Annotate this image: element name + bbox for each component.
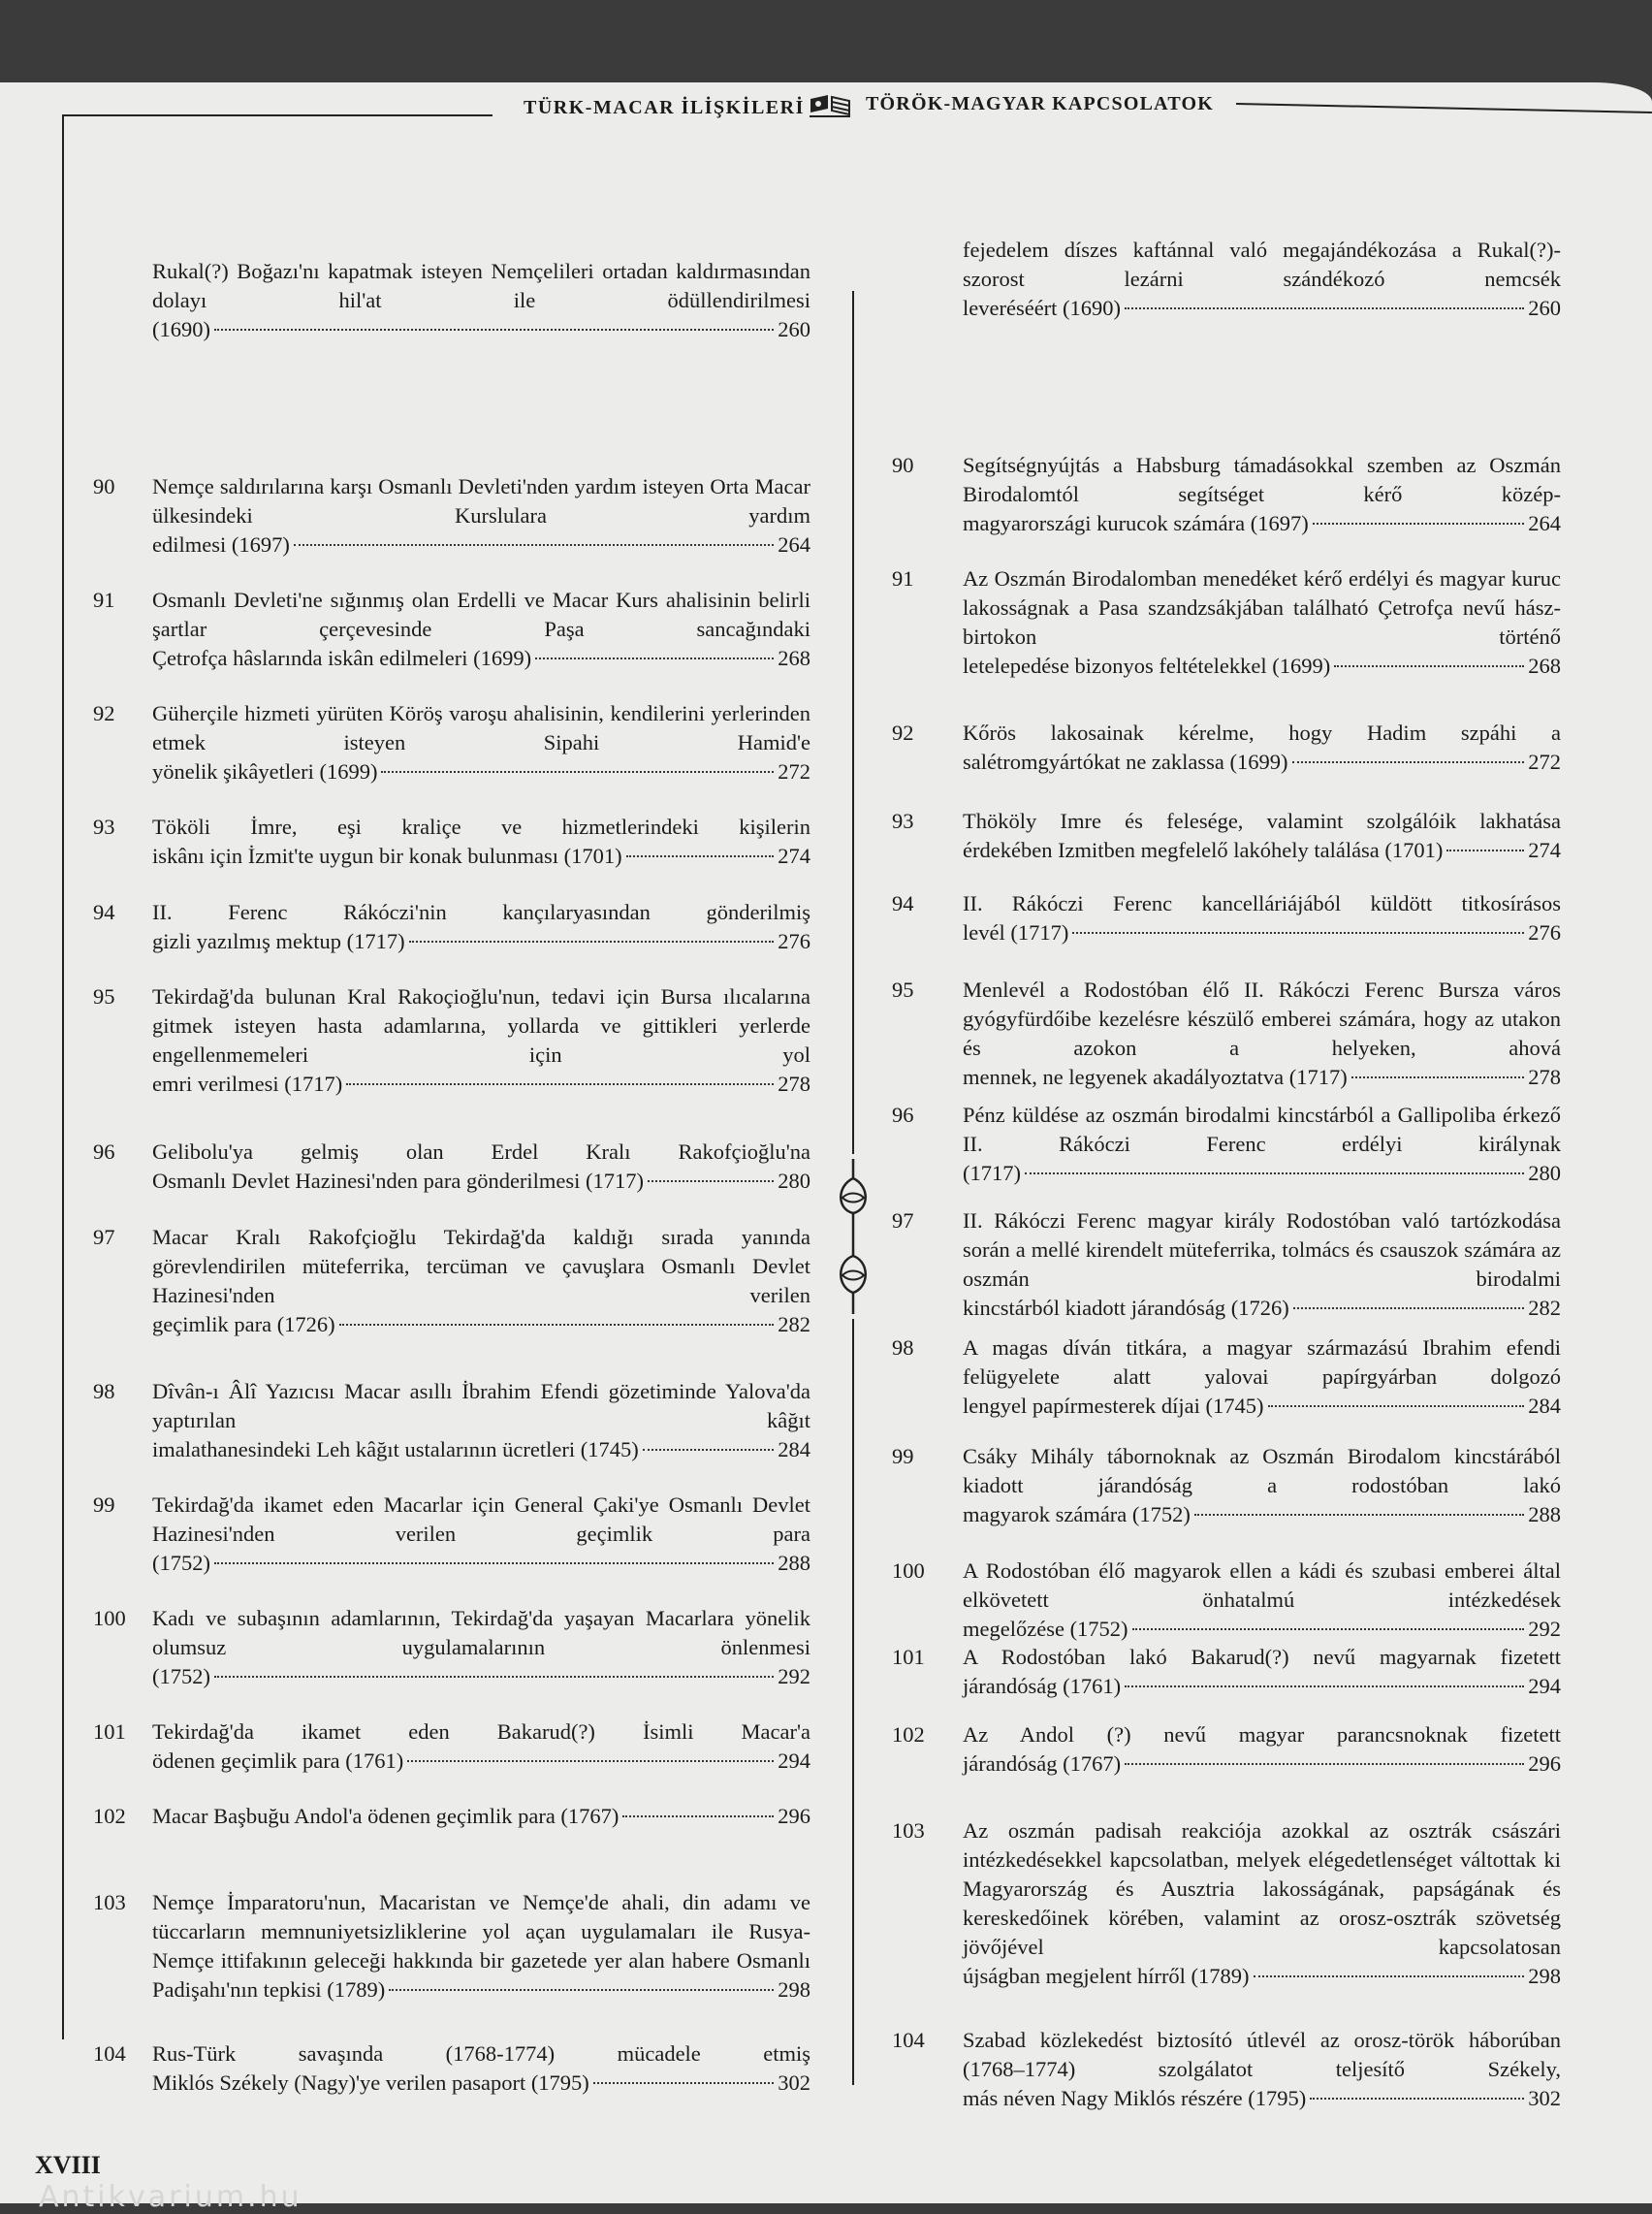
leader-dots: [214, 329, 774, 331]
entry-title-end: emri verilmesi (1717): [152, 1072, 343, 1096]
entry-page-number: 288: [778, 1551, 810, 1575]
entry-title-end: megelőzése (1752): [963, 1617, 1128, 1641]
entry-number: 93: [93, 815, 115, 839]
leader-dots: [1268, 1405, 1525, 1407]
entry-title-end: mennek, ne legyenek akadályoztatva (1717): [963, 1065, 1348, 1089]
entry-page-number: 288: [1528, 1502, 1561, 1526]
entry-last-line: [152, 1167, 810, 1196]
entry-title-end: edilmesi (1697): [152, 532, 290, 557]
toc-entry: [93, 813, 810, 871]
toc-entry: [93, 1491, 810, 1578]
entry-page-number: 292: [778, 1664, 810, 1688]
entry-title-end: magyarországi kurucok számára (1697): [963, 511, 1309, 535]
entry-last-line: [963, 748, 1561, 777]
entry-page-number: 276: [778, 929, 810, 953]
entry-title: [963, 976, 1561, 1092]
entry-title-end: Osmanlı Devlet Hazinesi'nden para gönderilmesi (1717): [152, 1169, 645, 1193]
entry-last-line: [152, 1747, 810, 1776]
entry-title: [152, 898, 810, 956]
entry-title-body: Pénz küldése az oszmán birodalmi kincstárból a Gallipoliba érkező II. Rákóczi Ferenc erdélyi királynak: [963, 1103, 1561, 1156]
leader-dots: [1313, 523, 1525, 525]
leader-dots: [535, 658, 774, 659]
entry-page-number: 274: [1528, 838, 1561, 862]
toc-entry: [892, 1643, 1561, 1701]
entry-last-line: [963, 1615, 1561, 1644]
entry-title-body: II. Rákóczi Ferenc magyar király Rodostóban való tartózkodása során a mellé kirendelt müteferrika, tolmács és csauszok számára az oszmán birodalmi: [963, 1208, 1561, 1291]
entry-number: 97: [892, 1208, 914, 1233]
entry-title-end: Çetrofça hâslarında iskân edilmeleri (1699): [152, 646, 532, 670]
entry-last-line: [963, 2084, 1561, 2113]
entry-title-body: Kadı ve subaşının adamlarının, Tekirdağ'da yaşayan Macarlara yönelik olumsuz uygulamalarının önlenmesi: [152, 1606, 810, 1659]
entry-number: 97: [93, 1225, 115, 1249]
column-divider-top: [852, 291, 854, 1154]
entry-title-body: II. Rákóczi Ferenc kancelláriájából küldött titkosírásos: [963, 891, 1561, 915]
entry-last-line: [152, 842, 810, 871]
entry-title-body: Az oszmán padisah reakciója azokkal az osztrák császári intézkedésekkel kapcsolatban, melyek elégedetlenséget váltottak ki Magyarország és Ausztria lakosságának, papságának és kereskedőinek körében, valamint az orosz-osztrák szövetség jövőjével kapcsolatosan: [963, 1818, 1561, 1959]
entry-number: 96: [93, 1139, 115, 1164]
entry-title-body: Osmanlı Devleti'ne sığınmış olan Erdelli ve Macar Kurs ahalisinin belirli şartlar çerçevesinde Paşa sancağındaki: [152, 588, 810, 641]
entry-page-number: 298: [778, 1977, 810, 2002]
entry-title: [152, 699, 810, 786]
toc-entry: [93, 2039, 810, 2098]
entry-title: [963, 1206, 1561, 1323]
entry-title-end: kincstárból kiadott járandóság (1726): [963, 1296, 1289, 1320]
column-divider-bottom: [852, 1319, 854, 2085]
entry-number: 90: [892, 453, 914, 477]
leader-dots: [1334, 665, 1524, 667]
entry-title-end: más néven Nagy Miklós részére (1795): [963, 2086, 1307, 2110]
toc-entry: [93, 1802, 810, 1831]
entry-last-line: [152, 1802, 810, 1831]
entry-number: 102: [93, 1804, 126, 1828]
entry-title-end: geçimlik para (1726): [152, 1312, 335, 1336]
leader-dots: [381, 771, 774, 773]
header-rule-left: [62, 114, 492, 116]
entry-title-body: Kőrös lakosainak kérelme, hogy Hadim szpáhi a: [963, 721, 1561, 745]
leader-dots: [1194, 1514, 1524, 1516]
entry-title-body: Rus-Türk savaşında (1768-1774) mücadele etmiş: [152, 2041, 810, 2066]
entry-last-line: [152, 1662, 810, 1691]
entry-title: [963, 1643, 1561, 1701]
entry-last-line: [152, 1310, 810, 1339]
entry-number: 95: [892, 978, 914, 1002]
entry-number: 103: [93, 1890, 126, 1914]
entry-title: [963, 1333, 1561, 1421]
entry-title: [152, 1223, 810, 1339]
entry-title-body: Macar Kralı Rakofçioğlu Tekirdağ'da kaldığı sırada yanında görevlendirilen müteferrika, tercüman ve çavuşlara Osmanlı Devlet Hazinesi'nden verilen: [152, 1225, 810, 1307]
entry-page-number: 294: [1528, 1674, 1561, 1698]
entry-title: [152, 1717, 810, 1776]
leader-dots: [1351, 1076, 1525, 1078]
entry-title-end: ödenen geçimlik para (1761): [152, 1749, 404, 1773]
entry-title-end: letelepedése bizonyos feltételekkel (1699): [963, 654, 1331, 678]
entry-title: [963, 2026, 1561, 2113]
toc-entry: [93, 1138, 810, 1196]
entry-title-end: (1690): [152, 317, 210, 341]
entry-number: 99: [93, 1492, 115, 1517]
toc-entry: [93, 1888, 810, 2005]
entry-title-body: Tekirdağ'da ikamet eden Bakarud(?) İsimli Macar'a: [152, 1719, 810, 1744]
entry-number: 90: [93, 474, 115, 498]
entry-page-number: 298: [1528, 1964, 1561, 1988]
entry-title-body: Gelibolu'ya gelmiş olan Erdel Kralı Rakofçioğlu'na: [152, 1139, 810, 1164]
entry-title-body: A Rodostóban élő magyarok ellen a kádi és szubasi emberei által elkövetett önhatalmú intézkedések: [963, 1558, 1561, 1612]
entry-page-number: 284: [778, 1437, 810, 1461]
entry-title-end: imalathanesindeki Leh kâğıt ustalarının ücretleri (1745): [152, 1437, 639, 1461]
leader-dots: [409, 941, 775, 943]
leader-dots: [339, 1324, 775, 1326]
entry-number: 101: [892, 1645, 925, 1669]
entry-title-end: levél (1717): [963, 920, 1069, 945]
entry-page-number: 302: [1528, 2086, 1561, 2110]
leader-dots: [346, 1083, 774, 1085]
entry-last-line: [963, 1063, 1561, 1092]
entry-last-line: [963, 1962, 1561, 1991]
leader-dots: [389, 1989, 774, 1991]
leader-dots: [1072, 932, 1524, 934]
toc-entry: [892, 1101, 1561, 1188]
entry-last-line: [152, 1435, 810, 1464]
toc-entry: [93, 1377, 810, 1464]
entry-number: 104: [93, 2041, 126, 2066]
entry-page-number: 280: [1528, 1161, 1561, 1185]
entry-last-line: [963, 918, 1561, 947]
entry-number: 102: [892, 1722, 925, 1747]
toc-entry: [93, 472, 810, 560]
entry-page-number: 278: [778, 1072, 810, 1096]
entry-title-end: leveréséért (1690): [963, 296, 1122, 320]
entry-page-number: 280: [778, 1169, 810, 1193]
entry-title: [152, 586, 810, 673]
entry-page-number: 276: [1528, 920, 1561, 945]
toc-entry: [892, 451, 1561, 538]
entry-last-line: [152, 1975, 810, 2005]
entry-number: 93: [892, 809, 914, 833]
entry-title-end: magyarok számára (1752): [963, 1502, 1191, 1526]
entry-page-number: 272: [778, 759, 810, 784]
entry-title-end: yönelik şikâyetleri (1699): [152, 759, 378, 784]
entry-last-line: [152, 1549, 810, 1578]
header-title-hungarian: TÖRÖK-MAGYAR KAPCSOLATOK: [866, 93, 1215, 114]
leader-dots: [1254, 1975, 1525, 1977]
entry-title-body: Tekirdağ'da ikamet eden Macarlar için General Çaki'ye Osmanlı Devlet Hazinesi'nden verilen geçimlik para: [152, 1492, 810, 1546]
toc-entry: [93, 898, 810, 956]
entry-page-number: 284: [1528, 1394, 1561, 1418]
entry-last-line: [152, 927, 810, 956]
toc-entry: [892, 1816, 1561, 1991]
entry-number: 100: [93, 1606, 126, 1630]
entry-page-number: 264: [778, 532, 810, 557]
leader-dots: [1125, 1763, 1524, 1765]
leader-dots: [648, 1180, 774, 1182]
toc-entry: [892, 807, 1561, 865]
leader-dots: [1293, 1307, 1524, 1309]
entry-title: [152, 813, 810, 871]
entry-number: 98: [892, 1335, 914, 1360]
entry-page-number: 296: [1528, 1751, 1561, 1776]
running-header: [0, 93, 1652, 132]
entry-page-number: 274: [778, 844, 810, 868]
leader-dots: [643, 1449, 775, 1451]
entry-page-number: 268: [1528, 654, 1561, 678]
frame-left-rule: [62, 114, 64, 2039]
entry-last-line: [963, 1500, 1561, 1529]
entry-page-number: 268: [778, 646, 810, 670]
toc-entry: [892, 1556, 1561, 1644]
entry-title: [963, 889, 1561, 947]
entry-title-body: Nemçe İmparatoru'nun, Macaristan ve Nemçe'de ahali, din adamı ve tüccarların memnuniyetsizliklerine yol açan uygulamaları ile Rusya-Nemçe ittifakının geleceği hakkında bir gazetede yer alan habere Osmanlı: [152, 1890, 810, 1973]
entry-last-line: [963, 294, 1561, 323]
leader-dots: [214, 1562, 774, 1564]
entry-title: [152, 1377, 810, 1464]
entry-last-line: [963, 1392, 1561, 1421]
watermark: Antikvarium.hu: [39, 2180, 302, 2214]
entry-last-line: [152, 1070, 810, 1099]
entry-number: 101: [93, 1719, 126, 1744]
entry-title-body: Tököli İmre, eşi kraliçe ve hizmetlerindeki kişilerin: [152, 815, 810, 839]
entry-title: [963, 719, 1561, 777]
entry-title-body: Thököly Imre és felesége, valamint szolgálóik lakhatása: [963, 809, 1561, 833]
toc-entry: [93, 1604, 810, 1691]
leader-dots: [1025, 1172, 1524, 1174]
header-rule-right: [1236, 103, 1652, 113]
entry-page-number: 282: [778, 1312, 810, 1336]
entry-title: [152, 1138, 810, 1196]
entry-title-body: II. Ferenc Rákóczi'nin kançılaryasından gönderilmiş: [152, 900, 810, 924]
entry-title-end: Padişahı'nın tepkisi (1789): [152, 1977, 386, 2002]
leader-dots: [214, 1676, 774, 1678]
entry-title-end: érdekében Izmitben megfelelő lakóhely találása (1701): [963, 838, 1444, 862]
leader-dots: [1132, 1628, 1525, 1630]
leader-dots: [294, 544, 774, 546]
entry-title: [152, 1604, 810, 1691]
leader-dots: [1125, 1685, 1524, 1687]
leader-dots: [1310, 2098, 1524, 2100]
entry-title-end: iskânı için İzmit'te uygun bir konak bulunması (1701): [152, 844, 622, 868]
toc-entry: [93, 1223, 810, 1339]
entry-title: [963, 564, 1561, 681]
toc-entry: [93, 1717, 810, 1776]
entry-last-line: [152, 757, 810, 786]
entry-last-line: [963, 1159, 1561, 1188]
entry-page-number: 278: [1528, 1065, 1561, 1089]
entry-title-end: Miklós Székely (Nagy)'ye verilen pasaport (1795): [152, 2070, 589, 2095]
toc-entry: [93, 699, 810, 786]
entry-number: 94: [93, 900, 115, 924]
entry-title-body: Güherçile hizmeti yürüten Köröş varoşu ahalisinin, kendilerini yerlerinden etmek isteyen Sipahi Hamid'e: [152, 701, 810, 754]
entry-title-end: salétromgyártókat ne zaklassa (1699): [963, 750, 1288, 774]
leader-dots: [593, 2082, 774, 2084]
entry-title-body: Tekirdağ'da bulunan Kral Rakoçioğlu'nun, tedavi için Bursa ılıcalarına gitmek isteyen hasta adamlarına, yollarda ve gittikleri yerlerde engellenmemeleri için yol: [152, 984, 810, 1067]
entry-page-number: 272: [1528, 750, 1561, 774]
toc-entry: [892, 976, 1561, 1092]
entry-last-line: [963, 1749, 1561, 1779]
entry-last-line: [152, 644, 810, 673]
entry-page-number: 260: [1528, 296, 1561, 320]
entry-title: [963, 1442, 1561, 1529]
entry-number: 99: [892, 1444, 914, 1468]
toc-entry: [892, 889, 1561, 947]
entry-title: [152, 2039, 810, 2098]
entry-last-line: [152, 530, 810, 560]
entry-page-number: 302: [778, 2070, 810, 2095]
entry-number: 92: [93, 701, 115, 725]
toc-entry: [892, 2026, 1561, 2113]
toc-entry: [93, 982, 810, 1099]
entry-title: [152, 1888, 810, 2005]
entry-title: [963, 1101, 1561, 1188]
entry-page-number: 282: [1528, 1296, 1561, 1320]
toc-entry: [892, 719, 1561, 777]
entry-last-line: [963, 1672, 1561, 1701]
toc-entry: [892, 1720, 1561, 1779]
entry-title-end: járandóság (1761): [963, 1674, 1122, 1698]
toc-entry: [93, 257, 810, 344]
header-title-turkish: TÜRK-MACAR İLİŞKİLERİ: [524, 97, 805, 118]
leader-dots: [407, 1760, 774, 1762]
entry-number: 92: [892, 721, 914, 745]
entry-title-body: Rukal(?) Boğazı'nı kapatmak isteyen Nemçelileri ortadan kaldırmasından dolayı hil'at ile ödüllendirilmesi: [152, 259, 810, 312]
toc-entry: [892, 236, 1561, 323]
entry-number: 103: [892, 1818, 925, 1843]
entry-title: [152, 982, 810, 1099]
entry-title: [963, 236, 1561, 323]
entry-number: 91: [93, 588, 115, 612]
entry-title-end: lengyel papírmesterek díjai (1745): [963, 1394, 1264, 1418]
entry-title-body: Nemçe saldırılarına karşı Osmanlı Devleti'nden yardım isteyen Orta Macar ülkesindeki Kurslulara yardım: [152, 474, 810, 528]
entry-title-body: Szabad közlekedést biztosító útlevél az orosz-török háborúban (1768–1774) szolgálatot teljesítő Székely,: [963, 2028, 1561, 2081]
entry-title-end: Macar Başbuğu Andol'a ödenen geçimlik para (1767): [152, 1804, 620, 1828]
entry-title: [152, 257, 810, 344]
entry-title-end: (1717): [963, 1161, 1021, 1185]
entry-number: 91: [892, 566, 914, 591]
entry-title: [152, 1491, 810, 1578]
entry-number: 98: [93, 1379, 115, 1403]
entry-number: 100: [892, 1558, 925, 1583]
entry-last-line: [152, 2069, 810, 2098]
entry-title-body: A Rodostóban lakó Bakarud(?) nevű magyarnak fizetett: [963, 1645, 1561, 1669]
entry-title: [963, 807, 1561, 865]
crossed-flags-icon: [807, 93, 853, 120]
entry-title-body: fejedelem díszes kaftánnal való megajándékozása a Rukal(?)-szorost lezárni szándékozó nemcsék: [963, 238, 1561, 291]
entry-last-line: [152, 315, 810, 344]
entry-title-body: Az Andol (?) nevű magyar parancsnoknak fizetett: [963, 1722, 1561, 1747]
entry-title: [963, 1556, 1561, 1644]
entry-page-number: 292: [1528, 1617, 1561, 1641]
entry-number: 96: [892, 1103, 914, 1127]
entry-title-body: Dîvân-ı Âlî Yazıcısı Macar asıllı İbrahim Efendi gözetiminde Yalova'da yaptırılan kâğıt: [152, 1379, 810, 1432]
entry-last-line: [963, 509, 1561, 538]
entry-last-line: [963, 1294, 1561, 1323]
leader-dots: [622, 1815, 774, 1817]
entry-number: 94: [892, 891, 914, 915]
entry-last-line: [963, 836, 1561, 865]
entry-page-number: 294: [778, 1749, 810, 1773]
entry-title: [963, 451, 1561, 538]
entry-page-number: 296: [778, 1804, 810, 1828]
leader-dots: [1125, 307, 1524, 309]
entry-page-number: 264: [1528, 511, 1561, 535]
entry-title-body: Az Oszmán Birodalomban menedéket kérő erdélyi és magyar kuruc lakosságnak a Pasa szandzsákjában található Çetrofça nevű hász-birtokon történő: [963, 566, 1561, 649]
entry-last-line: [963, 652, 1561, 681]
leader-dots: [1292, 761, 1525, 763]
entry-title-end: járandóság (1767): [963, 1751, 1122, 1776]
toc-entry: [892, 1206, 1561, 1323]
entry-title-body: A magas díván titkára, a magyar származású Ibrahim efendi felügyelete alatt yalovai papírgyárban dolgozó: [963, 1335, 1561, 1389]
entry-title-end: (1752): [152, 1664, 210, 1688]
entry-title: [963, 1816, 1561, 1991]
entry-title: [963, 1720, 1561, 1779]
entry-number: 95: [93, 984, 115, 1009]
ornament-icon: [829, 1159, 877, 1314]
toc-entry: [892, 1442, 1561, 1529]
entry-title: [152, 1802, 810, 1831]
leader-dots: [626, 855, 775, 857]
entry-number: 104: [892, 2028, 925, 2052]
entry-title-body: Menlevél a Rodostóban élő II. Rákóczi Ferenc Bursza város gyógyfürdőibe kezelésre készülő emberei számára, hogy az utakon és azokon a helyeken, ahová: [963, 978, 1561, 1060]
entry-title-end: újságban megjelent hírről (1789): [963, 1964, 1250, 1988]
entry-page-number: 260: [778, 317, 810, 341]
entry-title: [152, 472, 810, 560]
leader-dots: [1446, 850, 1524, 851]
entry-title-end: (1752): [152, 1551, 210, 1575]
toc-entry: [93, 586, 810, 673]
entry-title-body: Segítségnyújtás a Habsburg támadásokkal szemben az Oszmán Birodalomtól segítséget kérő közép-: [963, 453, 1561, 506]
page-number: XVIII: [35, 2151, 101, 2179]
entry-title-body: Csáky Mihály tábornoknak az Oszmán Birodalom kincstárából kiadott járandóság a rodostóban lakó: [963, 1444, 1561, 1497]
entry-title-end: gizli yazılmış mektup (1717): [152, 929, 405, 953]
toc-entry: [892, 564, 1561, 681]
toc-entry: [892, 1333, 1561, 1421]
